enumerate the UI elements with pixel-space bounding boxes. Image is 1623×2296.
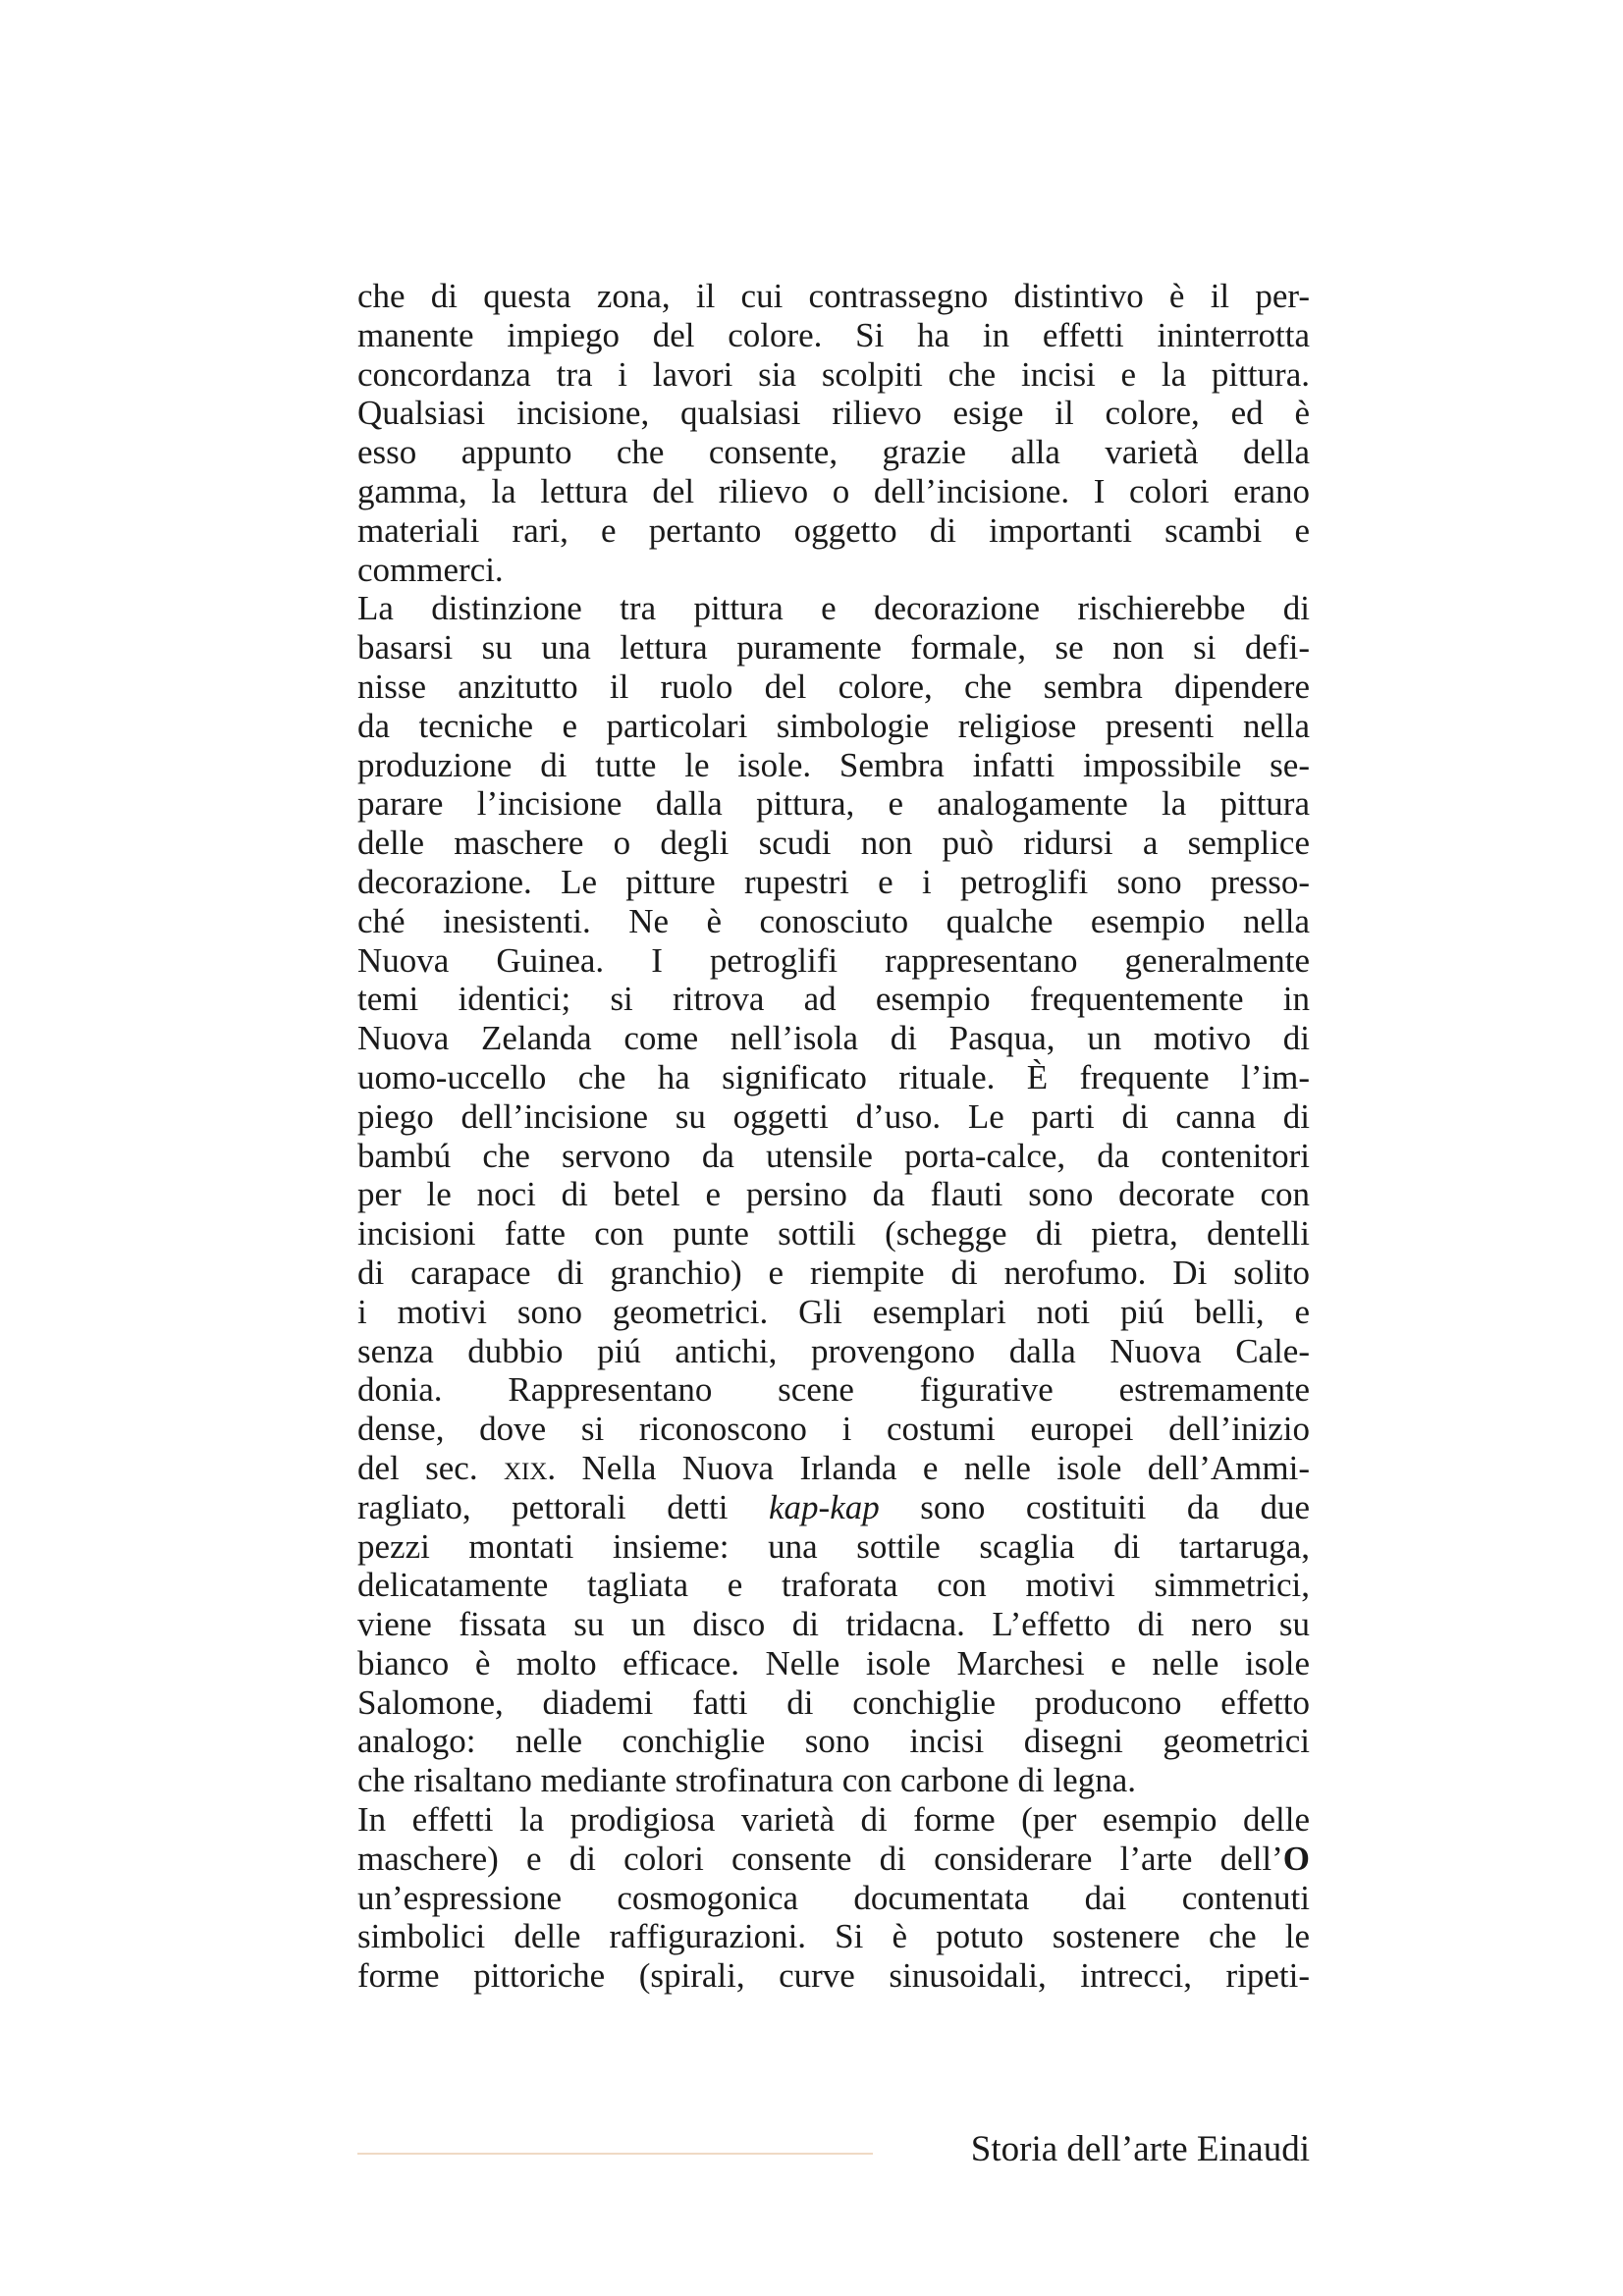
text-segment: nisse anzitutto il ruolo del colore, che sembra dipendere bbox=[357, 667, 1310, 706]
text-segment: sono costituiti da due bbox=[879, 1487, 1310, 1526]
text-segment: donia. Rappresentano scene figurative estremamente bbox=[357, 1370, 1310, 1410]
body-text bbox=[357, 277, 1310, 1996]
text-segment: Nuova Guinea. I petroglifi rappresentano generalmente bbox=[357, 940, 1310, 980]
text-segment: analogo: nelle conchiglie sono incisi disegni geometrici bbox=[357, 1722, 1310, 1761]
text-line bbox=[357, 1800, 1310, 1840]
text-line bbox=[357, 1137, 1310, 1176]
text-segment: . Nella Nuova Irlanda e nelle isole dell’Ammi- bbox=[547, 1448, 1310, 1487]
text-line bbox=[357, 394, 1310, 433]
text-line bbox=[357, 1840, 1310, 1879]
text-line bbox=[357, 1097, 1310, 1137]
text-line bbox=[357, 784, 1310, 824]
text-smallcaps: xix bbox=[503, 1448, 548, 1487]
text-line bbox=[357, 316, 1310, 355]
text-line bbox=[357, 1879, 1310, 1918]
text-line bbox=[357, 511, 1310, 551]
text-line bbox=[357, 1019, 1310, 1058]
text-line bbox=[357, 628, 1310, 667]
text-line bbox=[357, 1605, 1310, 1644]
text-segment: La distinzione tra pittura e decorazione rischierebbe di bbox=[357, 589, 1310, 628]
text-segment: decorazione. Le pitture rupestri e i petroglifi sono presso- bbox=[357, 862, 1310, 901]
text-segment: che di questa zona, il cui contrassegno distintivo è il per- bbox=[357, 277, 1310, 315]
text-line bbox=[357, 472, 1310, 511]
text-segment: delle maschere o degli scudi non può ridursi a semplice bbox=[357, 824, 1310, 863]
text-line bbox=[357, 1722, 1310, 1761]
text-segment: da tecniche e particolari simbologie religiose presenti nella bbox=[357, 706, 1310, 745]
text-segment: ragliato, pettorali detti bbox=[357, 1487, 770, 1526]
text-segment: materiali rari, e pertanto oggetto di importanti scambi e bbox=[357, 510, 1310, 550]
text-segment: dense, dove si riconoscono i costumi europei dell’inizio bbox=[357, 1410, 1310, 1449]
text-line bbox=[357, 941, 1310, 981]
text-segment: i motivi sono geometrici. Gli esemplari noti piú belli, e bbox=[357, 1292, 1310, 1331]
text-line bbox=[357, 746, 1310, 785]
text-segment: simbolici delle raffigurazioni. Si è potuto sostenere che le bbox=[357, 1917, 1310, 1956]
text-line bbox=[357, 1449, 1310, 1488]
text-italic: kap-kap bbox=[769, 1487, 880, 1526]
text-line bbox=[357, 1683, 1310, 1723]
text-segment: pezzi montati insieme: una sottile scaglia di tartaruga, bbox=[357, 1526, 1310, 1566]
text-segment: In effetti la prodigiosa varietà di forme (per esempio delle bbox=[357, 1800, 1310, 1840]
text-line bbox=[357, 1761, 1310, 1800]
text-segment: incisioni fatte con punte sottili (schegge di pietra, dentelli bbox=[357, 1214, 1310, 1254]
text-segment: delicatamente tagliata e traforata con motivi simmetrici, bbox=[357, 1566, 1310, 1605]
text-line bbox=[357, 1488, 1310, 1527]
text-line bbox=[357, 824, 1310, 863]
text-segment: bambú che servono da utensile porta-calce, da contenitori bbox=[357, 1136, 1310, 1175]
text-line bbox=[357, 1956, 1310, 1996]
text-segment: di carapace di granchio) e riempite di nerofumo. Di solito bbox=[357, 1253, 1310, 1292]
text-line bbox=[357, 355, 1310, 395]
text-segment: concordanza tra i lavori sia scolpiti che incisi e la pittura. bbox=[357, 354, 1310, 394]
footer-title: Storia dell’arte Einaudi bbox=[970, 2129, 1310, 2169]
footer bbox=[357, 2120, 1310, 2179]
text-line bbox=[357, 980, 1310, 1019]
text-line bbox=[357, 1527, 1310, 1567]
text-segment: Qualsiasi incisione, qualsiasi rilievo esige il colore, ed è bbox=[357, 394, 1310, 433]
text-segment: bianco è molto efficace. Nelle isole Marchesi e nelle isole bbox=[357, 1643, 1310, 1682]
text-segment: gamma, la lettura del rilievo o dell’incisione. I colori erano bbox=[357, 471, 1310, 510]
text-line bbox=[357, 1254, 1310, 1293]
text-line bbox=[357, 1917, 1310, 1956]
text-line bbox=[357, 902, 1310, 941]
text-segment: ché inesistenti. Ne è conosciuto qualche esempio nella bbox=[357, 901, 1310, 940]
text-segment: commerci. bbox=[357, 550, 504, 589]
text-line bbox=[357, 1410, 1310, 1449]
text-segment: produzione di tutte le isole. Sembra infatti impossibile se- bbox=[357, 745, 1310, 784]
text-segment: senza dubbio piú antichi, provengono dalla Nuova Cale- bbox=[357, 1331, 1310, 1370]
text-line bbox=[357, 1175, 1310, 1214]
text-segment: esso appunto che consente, grazie alla varietà della bbox=[357, 433, 1310, 472]
text-segment: maschere) e di colori consente di considerare l’arte dell’ bbox=[357, 1839, 1283, 1878]
text-line bbox=[357, 1566, 1310, 1605]
text-line bbox=[357, 433, 1310, 472]
text-segment: parare l’incisione dalla pittura, e analogamente la pittura bbox=[357, 784, 1310, 824]
text-segment: del sec. bbox=[357, 1448, 504, 1487]
text-line bbox=[357, 1293, 1310, 1332]
text-line bbox=[357, 1214, 1310, 1254]
text-line bbox=[357, 667, 1310, 707]
text-line bbox=[357, 589, 1310, 628]
text-line bbox=[357, 1058, 1310, 1097]
text-segment: piego dell’incisione su oggetti d’uso. Le parti di canna di bbox=[357, 1096, 1310, 1136]
text-line bbox=[357, 1644, 1310, 1683]
text-segment: uomo-uccello che ha significato rituale. È frequente l’im- bbox=[357, 1057, 1310, 1096]
text-line bbox=[357, 277, 1310, 316]
text-line bbox=[357, 1370, 1310, 1410]
text-segment: basarsi su una lettura puramente formale, se non si defi- bbox=[357, 628, 1310, 667]
text-bold: O bbox=[1282, 1839, 1310, 1878]
text-line bbox=[357, 551, 1310, 590]
footer-rule bbox=[357, 2153, 873, 2155]
text-segment: viene fissata su un disco di tridacna. L’effetto di nero su bbox=[357, 1605, 1310, 1644]
text-segment: che risaltano mediante strofinatura con carbone di legna. bbox=[357, 1761, 1137, 1800]
text-segment: per le noci di betel e persino da flauti sono decorate con bbox=[357, 1175, 1310, 1214]
text-line bbox=[357, 707, 1310, 746]
text-segment: Nuova Zelanda come nell’isola di Pasqua, un motivo di bbox=[357, 1019, 1310, 1058]
text-line bbox=[357, 1332, 1310, 1371]
text-segment: forme pittoriche (spirali, curve sinusoidali, intrecci, ripeti- bbox=[357, 1956, 1310, 1996]
text-segment: manente impiego del colore. Si ha in effetti ininterrotta bbox=[357, 315, 1310, 354]
text-segment: un’espressione cosmogonica documentata dai contenuti bbox=[357, 1878, 1310, 1917]
text-line bbox=[357, 863, 1310, 902]
text-segment: temi identici; si ritrova ad esempio frequentemente in bbox=[357, 980, 1310, 1019]
text-segment: Salomone, diademi fatti di conchiglie producono effetto bbox=[357, 1682, 1310, 1722]
